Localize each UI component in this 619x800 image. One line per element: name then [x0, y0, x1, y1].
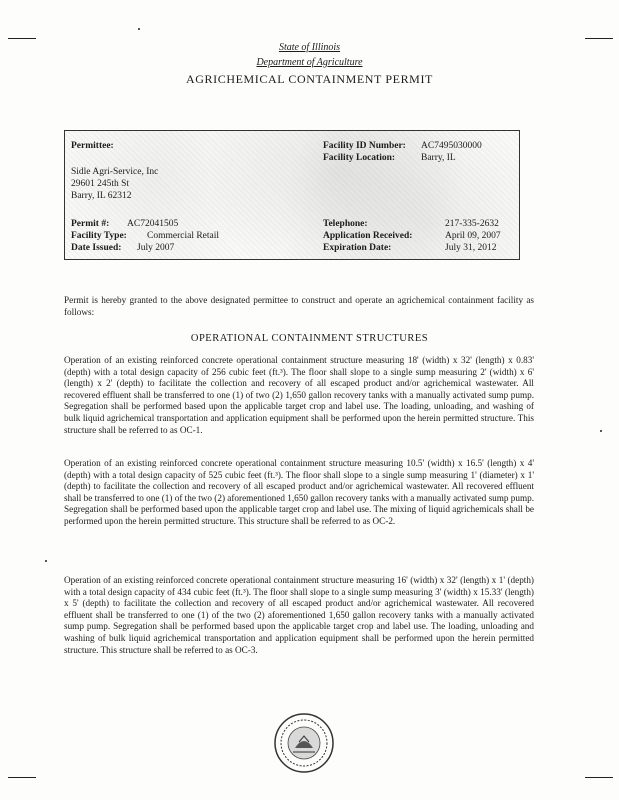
date-issued-label: Date Issued:: [71, 243, 122, 253]
permit-info-box: [64, 130, 520, 260]
expiration-value: July 31, 2012: [445, 243, 497, 253]
department-name: Department of Agriculture: [256, 57, 363, 68]
scan-speck: [600, 430, 602, 432]
state-seal-icon: [273, 712, 335, 774]
document-title: AGRICHEMICAL CONTAINMENT PERMIT: [186, 72, 433, 86]
facility-location-value: Barry, IL: [421, 153, 456, 163]
expiration-label: Expiration Date:: [323, 243, 392, 253]
structure-oc3-paragraph: Operation of an existing reinforced concrete operational containment structure measuring 16' (width) x 32' (length) x 1' (depth) with a total design capacity of 434 cubic feet (ft.³). The floor shall slope to a single sump measuring 3' (width) x 15.33' (length) x 5' (depth) to facilitate the collection and recovery of all escaped product and/or agrichemical wastewater. All recovered effluent shall be transferred to one (1) of the two (2) aforementioned 1,650 gallon recovery tanks with a manually activated sump pump. Segregation shall be performed based upon the applicable target crop and label use. The loading, unloading and washing of bulk liquid agrichemical transportation and application equipment shall be performed upon the herein permitted structure. This structure shall be referred to as OC-3.: [64, 575, 534, 655]
permittee-address: 29601 245th St: [71, 179, 130, 189]
structure-oc2-paragraph: Operation of an existing reinforced concrete operational containment structure measuring 10.5' (width) x 16.5' (length) x 4' (depth) with a total design capacity of 525 cubic feet (ft.³). The floor shall slope to a single sump measuring 1' (diameter) x 1' (depth) to facilitate the collection and recovery of all escaped product and/or agrichemical wastewater. All recovered effluent shall be transferred to one (1) of the two (2) aforementioned 1,650 gallon recovery tanks with a manually activated sump pump. Segregation shall be performed based upon the applicable target crop and label use. The mixing of liquid agrichemicals shall be performed upon the herein permitted structure. This structure shall be referred to as OC-2.: [64, 458, 534, 526]
facility-location-label: Facility Location:: [323, 153, 396, 163]
telephone-label: Telephone:: [323, 219, 368, 229]
section-title: OPERATIONAL CONTAINMENT STRUCTURES: [190, 333, 429, 344]
scan-corner-mark: [585, 777, 613, 778]
permittee-label: Permittee:: [71, 141, 114, 151]
permit-number-value: AC72041505: [127, 219, 179, 229]
scan-corner-mark: [585, 38, 613, 39]
facility-type-value: Commercial Retail: [147, 231, 220, 241]
application-received-value: April 09, 2007: [445, 231, 501, 241]
facility-type-label: Facility Type:: [71, 231, 127, 241]
structure-oc1-paragraph: Operation of an existing reinforced concrete operational containment structure measuring 18' (width) x 32' (length) x 0.83' (depth) with a total design capacity of 256 cubic feet (ft.³). The floor shall slope to a single sump measuring 2' (width) x 6' (length) x 2' (depth) to facilitate the collection and recovery of all escaped product and/or agrichemical wastewater. All recovered effluent shall be transferred to one (1) of two (2) 1,650 gallon recovery tanks with a manually activated sump pump. Segregation shall be performed based upon the applicable target crop and label use. The loading, unloading, and washing of bulk liquid agrichemical transportation and application equipment shall be performed upon the herein permitted structure. This structure shall be referred to as OC-1.: [64, 355, 534, 435]
permittee-city: Barry, IL 62312: [71, 191, 132, 201]
telephone-value: 217-335-2632: [445, 219, 499, 229]
scan-speck: [138, 28, 140, 30]
application-received-label: Application Received:: [323, 231, 413, 241]
permittee-name: Sidle Agri-Service, Inc: [71, 167, 159, 177]
facility-id-label: Facility ID Number:: [323, 141, 406, 151]
scan-corner-mark: [8, 38, 36, 39]
scan-corner-mark: [8, 777, 36, 778]
date-issued-value: July 2007: [137, 243, 175, 253]
permit-number-label: Permit #:: [71, 219, 110, 229]
state-name: State of Illinois: [278, 42, 341, 53]
facility-id-value: AC7495030000: [421, 141, 482, 151]
permit-intro-text: Permit is hereby granted to the above designated permittee to construct and operate an agrichemical containment facility as follows:: [64, 295, 534, 317]
scan-speck: [45, 560, 47, 562]
